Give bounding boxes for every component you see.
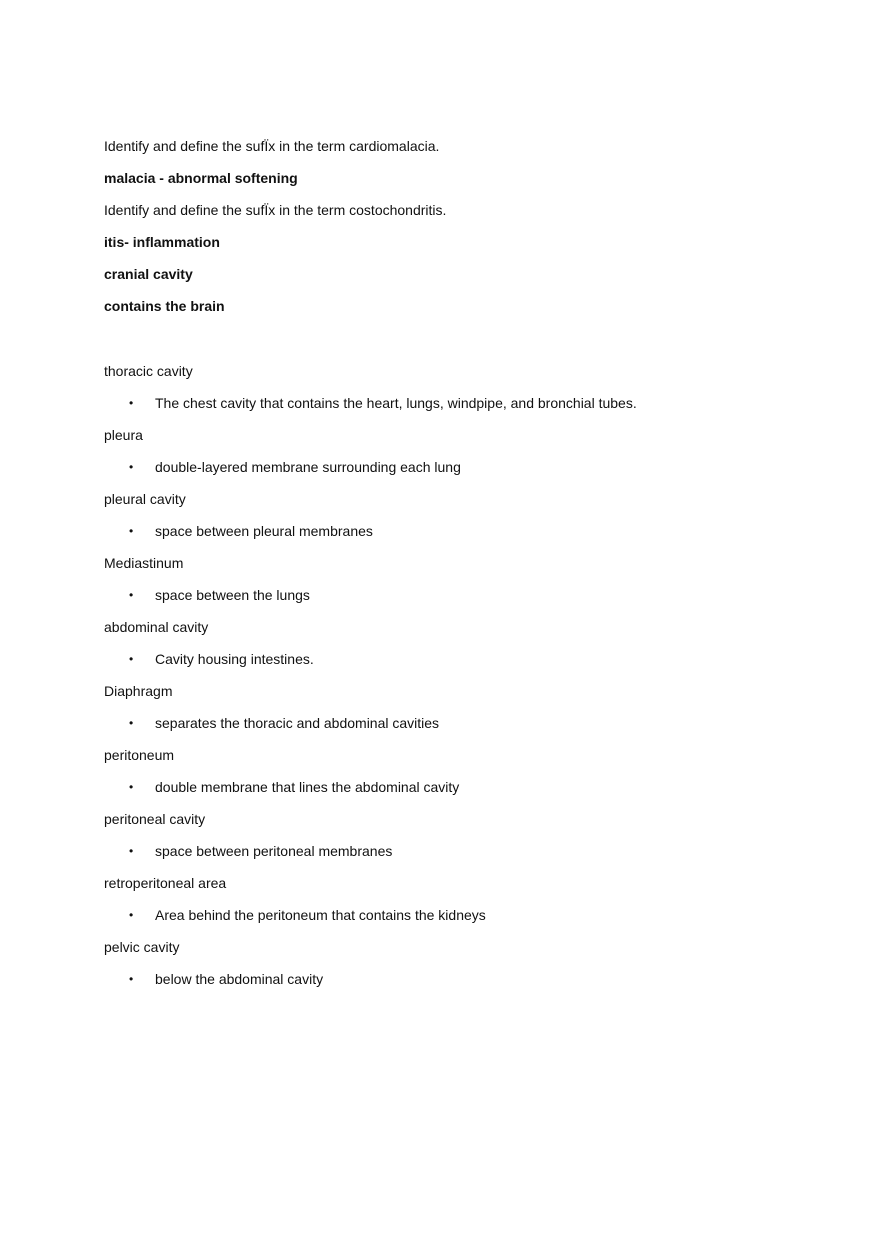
- term-heading: pleural cavity: [104, 491, 186, 507]
- bullet-icon: •: [129, 396, 134, 410]
- definition-text: The chest cavity that contains the heart, lungs, windpipe, and bronchial tubes.: [155, 395, 637, 411]
- term-heading: Diaphragm: [104, 683, 173, 699]
- term-cranial-cavity: cranial cavity: [104, 266, 193, 282]
- term-heading: pelvic cavity: [104, 939, 180, 955]
- bullet-icon: •: [129, 524, 134, 538]
- definition-text: Cavity housing intestines.: [155, 651, 314, 667]
- definition-item: [104, 841, 804, 861]
- term-heading: pleura: [104, 427, 143, 443]
- answer-malacia: malacia - abnormal softening: [104, 170, 298, 186]
- definition-text: space between pleural membranes: [155, 523, 373, 539]
- definition-text: Area behind the peritoneum that contains the kidneys: [155, 907, 486, 923]
- question-costochondritis: Identify and define the sufÏx in the term costochondritis.: [104, 202, 447, 218]
- definition-text: space between peritoneal membranes: [155, 843, 393, 859]
- term-heading: peritoneal cavity: [104, 811, 206, 827]
- definition-item: [104, 777, 804, 797]
- definition-text: double membrane that lines the abdominal cavity: [155, 779, 460, 795]
- definition-cranial-cavity: contains the brain: [104, 298, 225, 314]
- answer-itis: itis- inflammation: [104, 234, 220, 250]
- definition-item: [104, 393, 804, 413]
- definition-item: [104, 969, 804, 989]
- term-heading: retroperitoneal area: [104, 875, 227, 891]
- bullet-icon: •: [129, 844, 134, 858]
- definition-item: [104, 713, 804, 733]
- term-heading: peritoneum: [104, 747, 175, 763]
- bullet-icon: •: [129, 908, 134, 922]
- bullet-icon: •: [129, 588, 134, 602]
- definition-item: [104, 457, 804, 477]
- definition-item: [104, 905, 804, 925]
- definition-text: double-layered membrane surrounding each lung: [155, 459, 461, 475]
- term-heading: abdominal cavity: [104, 619, 209, 635]
- definition-text: space between the lungs: [155, 587, 310, 603]
- definition-text: below the abdominal cavity: [155, 971, 324, 987]
- bullet-icon: •: [129, 460, 134, 474]
- definition-item: [104, 521, 804, 541]
- document-content: [104, 136, 804, 989]
- definition-text: separates the thoracic and abdominal cavities: [155, 715, 440, 731]
- term-heading: thoracic cavity: [104, 363, 193, 379]
- term-heading: Mediastinum: [104, 555, 184, 571]
- bullet-icon: •: [129, 972, 134, 986]
- bullet-icon: •: [129, 652, 134, 666]
- bullet-icon: •: [129, 780, 134, 794]
- definition-item: [104, 649, 804, 669]
- bullet-icon: •: [129, 716, 134, 730]
- question-cardiomalacia: Identify and define the sufÏx in the term cardiomalacia.: [104, 138, 440, 154]
- definition-item: [104, 585, 804, 605]
